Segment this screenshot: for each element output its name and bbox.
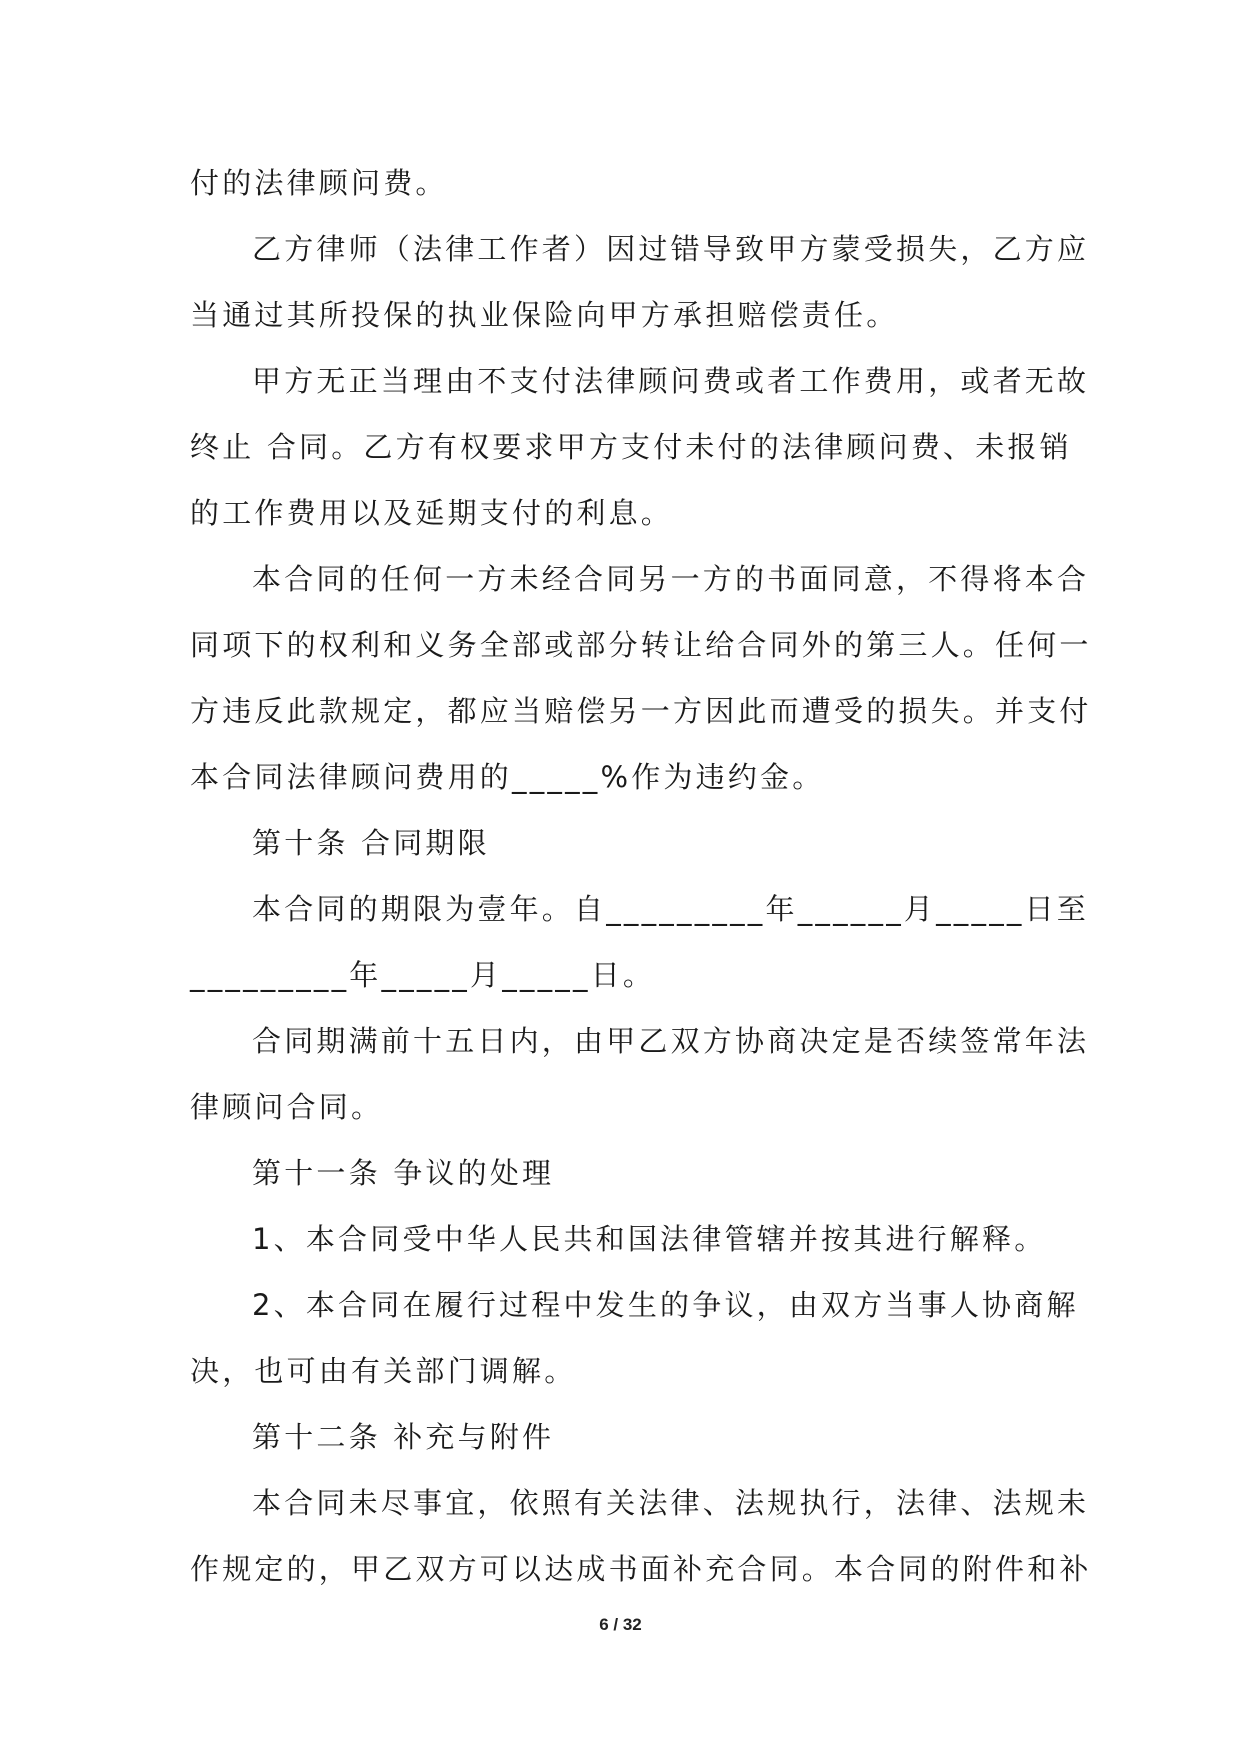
section-heading: 第十一条 争议的处理 <box>252 1156 555 1190</box>
text-line: 当通过其所投保的执业保险向甲方承担赔偿责任。 <box>190 298 899 332</box>
text-line: 2、本合同在履行过程中发生的争议，由双方当事人协商解 <box>252 1288 1079 1322</box>
text-line: 合同期满前十五日内，由甲乙双方协商决定是否续签常年法 <box>252 1024 1090 1058</box>
text-line: 终止 合同。乙方有权要求甲方支付未付的法律顾问费、未报销 <box>190 430 1072 464</box>
page-number: 6 / 32 <box>599 1615 642 1634</box>
text-line: 本合同的期限为壹年。自_________年______月_____日至 <box>252 892 1090 926</box>
text-line: 1、本合同受中华人民共和国法律管辖并按其进行解释。 <box>252 1222 1047 1256</box>
text-line: 本合同法律顾问费用的_____%作为违约金。 <box>190 760 825 794</box>
text-line: 的工作费用以及延期支付的利息。 <box>190 496 674 530</box>
section-heading: 第十条 合同期限 <box>252 826 490 860</box>
document-body <box>190 150 1092 1602</box>
section-heading: 第十二条 补充与附件 <box>252 1420 555 1454</box>
text-line: 甲方无正当理由不支付法律顾问费或者工作费用，或者无故 <box>252 364 1090 398</box>
text-line: 乙方律师（法律工作者）因过错导致甲方蒙受损失，乙方应 <box>252 232 1090 266</box>
text-line: _________年_____月_____日。 <box>190 958 656 992</box>
text-line: 律顾问合同。 <box>190 1090 384 1124</box>
text-line: 本合同未尽事宜，依照有关法律、法规执行，法律、法规未 <box>252 1486 1090 1520</box>
text-line: 本合同的任何一方未经合同另一方的书面同意，不得将本合 <box>252 562 1090 596</box>
text-line: 方违反此款规定，都应当赔偿另一方因此而遭受的损失。并支付 <box>190 694 1092 728</box>
text-line: 付的法律顾问费。 <box>190 166 448 200</box>
text-line: 作规定的，甲乙双方可以达成书面补充合同。本合同的附件和补 <box>190 1552 1092 1586</box>
text-line: 决，也可由有关部门调解。 <box>190 1354 577 1388</box>
text-line: 同项下的权利和义务全部或部分转让给合同外的第三人。任何一 <box>190 628 1092 662</box>
